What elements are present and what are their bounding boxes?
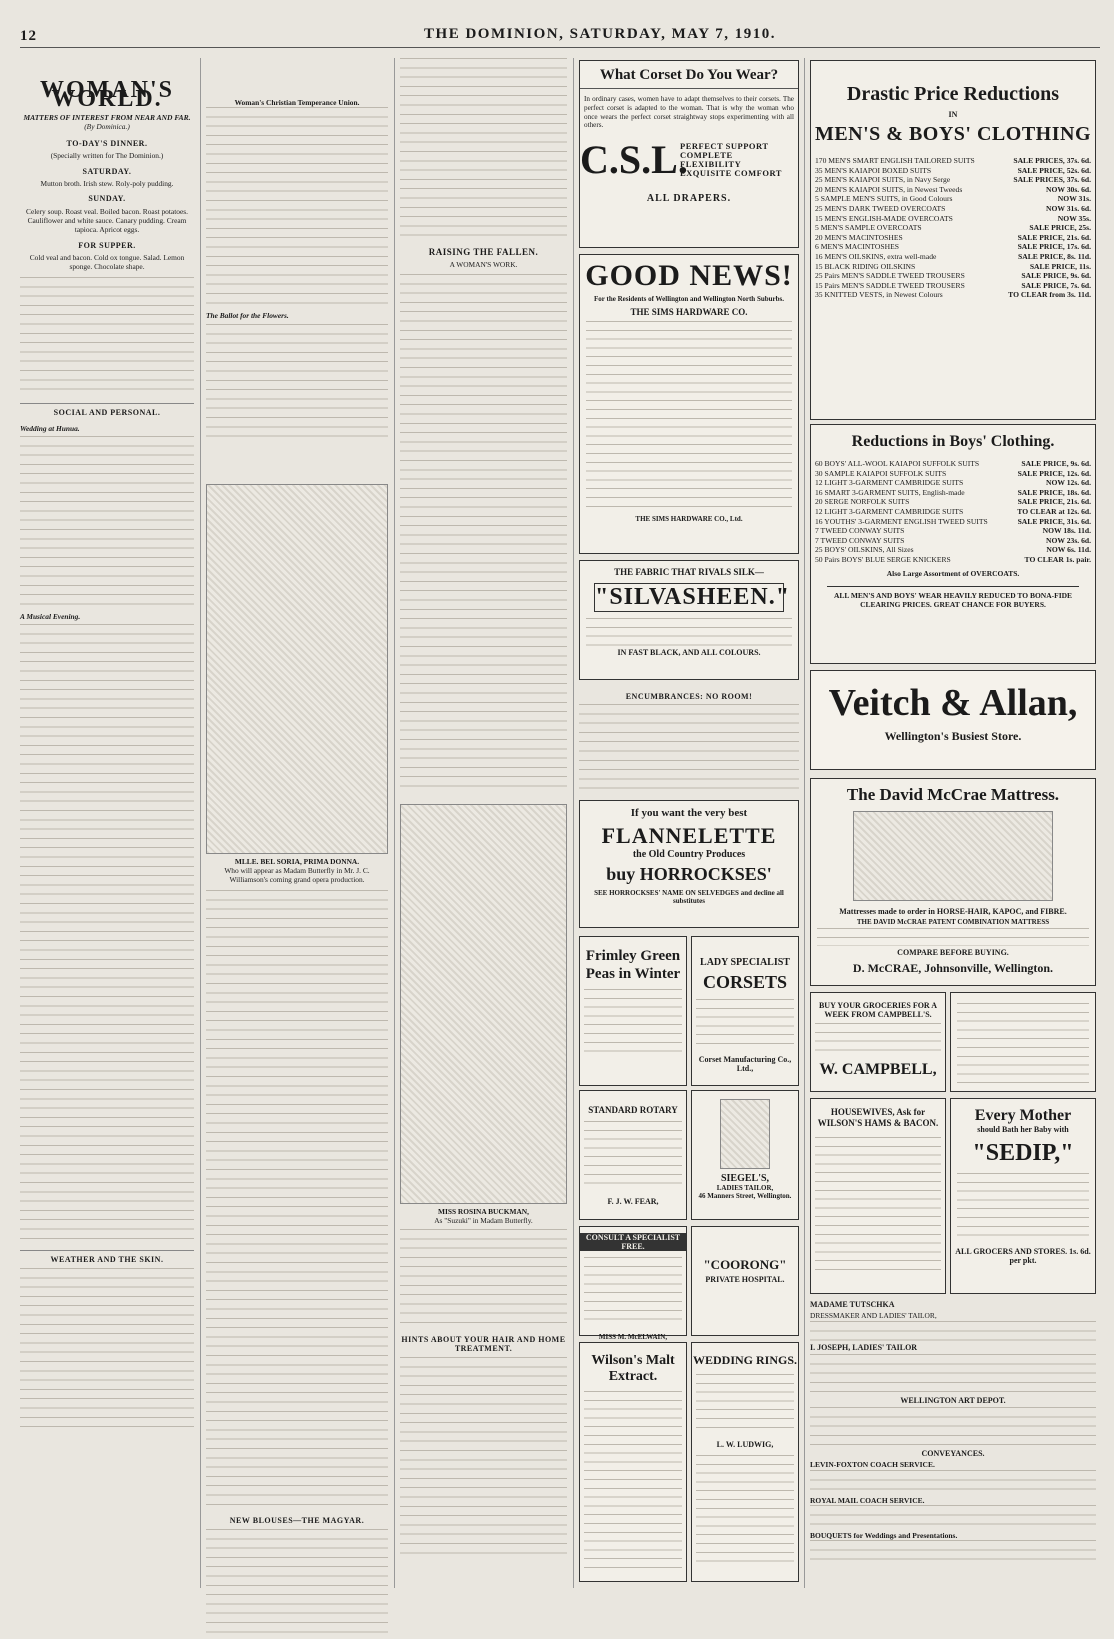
tailor-illustration: [720, 1099, 770, 1169]
raising-title: RAISING THE FALLEN.: [428, 247, 539, 257]
ad-corset-tag1: PERFECT SUPPORT: [680, 140, 769, 151]
ad-good-news-title: GOOD NEWS!: [585, 259, 793, 292]
ad-frimley-peas: [579, 936, 687, 1086]
price-list-item: [811, 194, 1095, 204]
price-list-item: [811, 271, 1095, 281]
price-list-item: [811, 281, 1095, 291]
sunday-heading: SUNDAY.: [88, 194, 126, 204]
ad-corset-tag2: COMPLETE FLEXIBILITY: [680, 149, 742, 169]
article-text-block: [400, 58, 567, 238]
hints-title: HINTS ABOUT YOUR HAIR AND HOME TREATMENT.: [401, 1335, 566, 1354]
section-subheading: MATTERS OF INTEREST FROM NEAR AND FAR.: [23, 112, 191, 122]
article-text-block: [20, 1268, 194, 1428]
price-item-label: 170 MEN'S SMART ENGLISH TAILORED SUITS: [815, 156, 975, 165]
price-item-label: 7 TWEED CONWAY SUITS: [815, 535, 905, 545]
ad-text-block: [584, 1257, 682, 1327]
ad-mcelwain: [579, 1226, 687, 1341]
price-list-item: [811, 290, 1095, 300]
price-list-item: [811, 262, 1095, 272]
ad-royal-coach: ROYAL MAIL COACH SERVICE.: [810, 1495, 925, 1505]
article-text-block: [400, 1357, 567, 1557]
ad-lady-specialist: [691, 936, 799, 1086]
ad-lady-firm: Corset Manufacturing Co., Ltd.,: [698, 1055, 792, 1073]
ad-good-news: [579, 254, 799, 554]
ad-bouquets-title: BOUQUETS for Weddings and Presentations.: [810, 1531, 958, 1541]
price-list-item: [811, 166, 1095, 176]
price-item-value: SALE PRICE, 52s. 6d.: [1017, 165, 1091, 175]
encumbrances-title: ENCUMBRANCES: NO ROOM!: [625, 692, 753, 701]
ad-boys-title: Reductions in Boys' Clothing.: [851, 433, 1055, 450]
ad-boys-clothing: [810, 424, 1096, 664]
price-list-item: [811, 459, 1095, 469]
ad-drastic-reductions: [810, 60, 1096, 420]
price-item-label: 12 LIGHT 3-GARMENT CAMBRIDGE SUITS: [815, 506, 964, 516]
price-list-item: [811, 545, 1095, 555]
price-item-value: NOW 31s.: [1057, 194, 1091, 204]
drastic-price-list: [811, 156, 1095, 300]
price-item-label: 25 Pairs MEN'S SADDLE TWEED TROUSERS: [815, 271, 965, 281]
ad-standard-rotary: [579, 1090, 687, 1220]
price-item-value: SALE PRICE, 8s. 11d.: [1017, 251, 1091, 261]
price-item-label: 16 MEN'S OILSKINS, extra well-made: [815, 251, 937, 261]
ad-lady-sub: CORSETS: [702, 972, 788, 992]
ad-good-news-sub: For the Residents of Wellington and Wellington North Suburbs.: [593, 295, 784, 303]
price-list-item: [811, 469, 1095, 479]
ad-siegel: [691, 1090, 799, 1220]
ad-drastic-sub: MEN'S & BOYS' CLOTHING: [814, 123, 1092, 145]
ad-levin-coach: LEVIN-FOXTON COACH SERVICE.: [810, 1460, 935, 1470]
price-item-value: SALE PRICE, 31s. 6d.: [1017, 516, 1091, 526]
sunday-menu: Celery soup. Roast veal. Boiled bacon. Roast potatoes. Cauliflower and white sauce. Canary pudding. Cream tapioca. Apricot eggs.: [26, 206, 188, 235]
ad-drastic-title: Drastic Price Reductions: [846, 83, 1060, 105]
price-item-value: SALE PRICES, 37s. 6d.: [1013, 175, 1091, 185]
ad-mcelwain-title: CONSULT A SPECIALIST FREE.: [580, 1233, 686, 1251]
price-item-value: TO CLEAR 1s. pair.: [1024, 554, 1091, 564]
saturday-heading: SATURDAY.: [82, 166, 132, 176]
price-item-label: 7 TWEED CONWAY SUITS: [815, 526, 905, 536]
price-item-value: NOW 31s. 6d.: [1045, 203, 1091, 213]
ad-text-block: [815, 1023, 941, 1057]
ad-wilsons-malt: [579, 1342, 687, 1582]
price-item-label: 35 MEN'S KAIAPOI BOXED SUITS: [815, 165, 932, 175]
ad-veitch-allan: [810, 670, 1096, 770]
ad-corset-body: In ordinary cases, women have to adapt themselves to their corsets. The perfect corset is adapted to the woman. That is why the woman who once wears the perfect corset straightway stops experimenting with all others.: [584, 95, 794, 130]
price-item-value: SALE PRICE, 11s.: [1029, 261, 1091, 271]
article-text-block: [206, 1529, 388, 1639]
ad-text-block: [586, 618, 792, 646]
price-item-value: NOW 18s. 11d.: [1042, 526, 1091, 536]
ad-text-block: [957, 1003, 1089, 1083]
ad-text-block: [957, 1173, 1089, 1243]
price-item-label: 35 KNITTED VESTS, in Newest Colours: [815, 290, 943, 300]
price-list-item: [811, 517, 1095, 527]
column-rule: [200, 58, 201, 1588]
price-item-label: 20 MEN'S KAIAPOI SUITS, in Newest Tweeds: [815, 184, 963, 194]
wedding-title: Wedding at Hunua.: [20, 423, 80, 433]
ad-text-block: [586, 321, 792, 511]
ad-campbell-lead: BUY YOUR GROCERIES FOR A WEEK FROM CAMPBELL'S.: [818, 1001, 938, 1019]
price-list-item: [811, 252, 1095, 262]
dinner-credit: (Specially written for The Dominion.): [50, 151, 164, 161]
ad-corset-brand: C.S.L.: [580, 137, 688, 183]
ad-text-block: [810, 1505, 1096, 1531]
ad-flannelette-buy: buy HORROCKSES': [606, 864, 772, 884]
price-item-label: 16 YOUTHS' 3-GARMENT ENGLISH TWEED SUITS: [815, 516, 988, 526]
price-list-item: [811, 204, 1095, 214]
supper-menu: Cold veal and bacon. Cold ox tongue. Salad. Lemon sponge. Chocolate shape.: [29, 252, 185, 272]
price-item-value: SALE PRICE, 9s. 6d.: [1021, 459, 1091, 468]
caption-buckman-sub: As "Suzuki" in Madam Butterfly.: [434, 1215, 533, 1225]
ad-rotary-firm: F. J. W. FEAR,: [607, 1197, 659, 1206]
ad-rings-title: WEDDING RINGS.: [692, 1353, 797, 1367]
ad-sedip-brand: "SEDIP,": [972, 1140, 1074, 1166]
ad-lady-title: LADY SPECIALIST: [700, 957, 790, 968]
ad-campbell-name: W. CAMPBELL,: [819, 1061, 937, 1078]
raising-sub: A WOMAN'S WORK.: [449, 260, 518, 270]
ad-overcoats: Also Large Assortment of OVERCOATS.: [886, 568, 1020, 578]
ad-veitch-name: Veitch & Allan,: [828, 682, 1078, 724]
ad-sedip-foot: ALL GROCERS AND STORES. 1s. 6d. per pkt.: [955, 1247, 1091, 1265]
caption-bel-soria: MLLE. BEL SORIA, PRIMA DONNA.: [234, 856, 360, 866]
ad-drastic-in: IN: [948, 110, 958, 119]
price-item-value: SALE PRICE, 21s. 6d.: [1017, 497, 1091, 507]
price-list-item: [811, 497, 1095, 507]
price-list-item: [811, 507, 1095, 517]
price-item-label: 12 LIGHT 3-GARMENT CAMBRIDGE SUITS: [815, 478, 964, 488]
boys-price-list: [811, 459, 1095, 565]
price-list-item: [811, 536, 1095, 546]
social-title: SOCIAL AND PERSONAL.: [20, 403, 194, 417]
price-item-label: 50 Pairs BOYS' BLUE SERGE KNICKERS: [815, 554, 951, 564]
ad-flannelette-brand: FLANNELETTE: [601, 823, 777, 848]
ad-campbell: [810, 992, 946, 1092]
price-item-value: SALE PRICE, 12s. 6d.: [1017, 468, 1091, 478]
caption-buckman: MISS ROSINA BUCKMAN,: [438, 1206, 529, 1216]
ballot-title: The Ballot for the Flowers.: [206, 311, 289, 321]
price-item-label: 15 MEN'S ENGLISH-MADE OVERCOATS: [815, 213, 953, 223]
article-text-block: [20, 277, 194, 397]
article-text-block: [20, 436, 194, 606]
ad-text-block: [696, 999, 794, 1049]
ad-good-news-firm: THE SIMS HARDWARE CO.: [630, 307, 748, 317]
supper-heading: FOR SUPPER.: [78, 240, 136, 250]
ad-conveyances-title: CONVEYANCES.: [921, 1449, 985, 1459]
portrait-illustration: [400, 804, 567, 1204]
ad-text-block: [696, 1455, 794, 1565]
ad-text-block: [810, 1354, 1096, 1394]
ad-dressmaker-sub: DRESSMAKER AND LADIES' TAILOR,: [810, 1311, 937, 1321]
article-text-block: [579, 704, 799, 794]
article-text-block: [20, 624, 194, 1244]
price-list-item: [811, 223, 1095, 233]
price-list-item: [811, 233, 1095, 243]
article-text-block: [400, 274, 567, 794]
ad-corset-tag3: EXQUISITE COMFORT: [680, 167, 782, 178]
price-item-label: 60 BOYS' ALL-WOOL KAIAPOI SUFFOLK SUITS: [815, 459, 980, 468]
ad-siegel-sub: LADIES TAILOR,: [716, 1184, 774, 1192]
ad-good-news-sign: THE SIMS HARDWARE CO., Ltd.: [635, 515, 743, 523]
ad-mccrae-combo: THE DAVID McCRAE PATENT COMBINATION MATTRESS: [856, 918, 1050, 926]
ad-sedip-lead: Every Mother: [974, 1107, 1072, 1124]
section-heading: WOMAN'S WORLD.: [40, 77, 174, 113]
price-list-item: [811, 214, 1095, 224]
price-item-label: 16 SMART 3-GARMENT SUITS, English-made: [815, 487, 965, 497]
musical-title: A Musical Evening.: [20, 612, 81, 622]
ad-mccrae-footer: D. McCRAE, Johnsonville, Wellington.: [852, 961, 1054, 975]
column-raising: [400, 58, 567, 1588]
price-list-item: [811, 555, 1095, 565]
ad-coorong: [691, 1226, 799, 1336]
portrait-illustration: [206, 484, 388, 854]
price-list-item: [811, 526, 1095, 536]
ad-corset: [579, 60, 799, 248]
column-rule: [394, 58, 395, 1588]
price-item-value: SALE PRICE, 9s. 6d.: [1021, 271, 1091, 281]
ad-corset-title: What Corset Do You Wear?: [580, 67, 798, 89]
price-item-value: SALE PRICE, 25s.: [1029, 223, 1091, 233]
ad-text-block: [810, 1407, 1096, 1447]
ad-silvasheen-brand: "SILVASHEEN.": [595, 584, 791, 610]
ad-siegel-firm: SIEGEL'S,: [720, 1173, 770, 1184]
price-list-item: [811, 185, 1095, 195]
price-list-item: [811, 175, 1095, 185]
column-wctu: [206, 58, 388, 1588]
caption-bel-soria-sub: Who will appear as Madam Butterfly in Mr. J. C. Williamson's coming grand opera production.: [224, 865, 370, 885]
ad-silvasheen-top: THE FABRIC THAT RIVALS SILK—: [614, 567, 764, 577]
ad-mccrae-title: The David McCrae Mattress.: [846, 785, 1060, 804]
ad-rotary-title: STANDARD ROTARY: [588, 1105, 678, 1115]
price-list-item: [811, 242, 1095, 252]
article-text-block: [206, 107, 388, 307]
ad-text-block: [810, 1470, 1096, 1496]
ad-silvasheen: [579, 560, 799, 680]
ad-mcelwain-name: MISS M. McELWAIN,: [598, 1333, 668, 1341]
ad-text-block: [696, 1374, 794, 1434]
price-item-value: SALE PRICES, 37s. 6d.: [1013, 156, 1091, 165]
price-item-value: SALE PRICE, 21s. 6d.: [1017, 232, 1091, 242]
ad-wilsons-hams: [810, 1098, 946, 1294]
ad-wilsons-title: Wilson's Malt Extract.: [591, 1353, 675, 1384]
price-item-value: SALE PRICE, 7s. 6d.: [1021, 280, 1091, 290]
column-rule: [804, 58, 805, 1588]
ad-wedding-rings: [691, 1342, 799, 1582]
price-list-item: [811, 156, 1095, 166]
price-item-label: 15 BLACK RIDING OILSKINS: [815, 261, 916, 271]
dinner-title: TO-DAY'S DINNER.: [66, 139, 148, 149]
price-item-value: TO CLEAR at 12s. 6d.: [1017, 506, 1091, 516]
column-rule: [573, 58, 574, 1588]
ad-text-block: [817, 928, 1089, 946]
price-list-item: [811, 478, 1095, 488]
ad-rings-name: L. W. LUDWIG,: [716, 1440, 774, 1449]
ad-horrockses: [579, 800, 799, 928]
price-item-label: 25 BOYS' OILSKINS, All Sizes: [815, 545, 914, 555]
ad-drastic-footer: ALL MEN'S AND BOYS' WEAR HEAVILY REDUCED TO BONA-FIDE CLEARING PRICES. GREAT CHANCE FOR BUYERS.: [827, 586, 1079, 609]
price-item-label: 5 MEN'S SAMPLE OVERCOATS: [815, 223, 922, 233]
encumbrances-article: [579, 686, 799, 796]
price-item-label: 25 MEN'S DARK TWEED OVERCOATS: [815, 203, 946, 213]
price-item-label: 15 Pairs MEN'S SADDLE TWEED TROUSERS: [815, 280, 965, 290]
ad-mccrae-compare: COMPARE BEFORE BUYING.: [897, 948, 1009, 957]
price-item-label: 25 MEN'S KAIAPOI SUITS, in Navy Serge: [815, 175, 951, 185]
byline: (By Dominica.): [84, 121, 130, 131]
masthead: [20, 26, 1100, 48]
ad-coorong-title: "COORONG": [703, 1257, 787, 1272]
saturday-menu: Mutton broth. Irish stew. Roly-poly pudding.: [40, 179, 174, 189]
weather-title: WEATHER AND THE SKIN.: [20, 1250, 194, 1264]
price-item-value: NOW 35s.: [1057, 213, 1091, 223]
ad-silvasheen-colours: IN FAST BLACK, AND ALL COLOURS.: [617, 648, 761, 657]
price-list-item: [811, 488, 1095, 498]
ad-campbell-addresses: [950, 992, 1096, 1092]
ad-tailor-title: I. JOSEPH, LADIES' TAILOR: [810, 1342, 918, 1352]
article-text-block: [206, 324, 388, 444]
ad-mccrae-mattress: [810, 778, 1096, 986]
price-item-value: NOW 30s. 6d.: [1045, 184, 1091, 194]
price-item-value: NOW 6s. 11d.: [1046, 545, 1091, 555]
ad-text-block: [584, 989, 682, 1059]
ad-flannelette-foot: SEE HORROCKSES' NAME ON SELVEDGES and decline all substitutes: [594, 889, 784, 905]
ad-art-title: WELLINGTON ART DEPOT.: [900, 1395, 1006, 1405]
price-item-value: NOW 12s. 6d.: [1045, 478, 1091, 488]
ad-flannelette-mid: the Old Country Produces: [632, 849, 746, 860]
price-item-value: SALE PRICE, 18s. 6d.: [1017, 487, 1091, 497]
classifieds-column: [810, 1300, 1096, 1586]
ad-peas-title: Frimley Green Peas in Winter: [585, 948, 681, 982]
wctu-title: Woman's Christian Temperance Union.: [234, 98, 360, 107]
ad-housewives-title: HOUSEWIVES, Ask for WILSON'S HAMS & BACON.: [817, 1107, 939, 1128]
ad-siegel-addr: 46 Manners Street, Wellington.: [698, 1192, 792, 1200]
ad-coorong-sub: PRIVATE HOSPITAL.: [705, 1275, 785, 1284]
ad-text-block: [815, 1137, 941, 1277]
ad-mccrae-body: Mattresses made to order in HORSE-HAIR, KAPOC, and FIBRE.: [839, 907, 1067, 916]
price-item-value: SALE PRICE, 17s. 6d.: [1017, 242, 1091, 252]
ad-flannelette-lead: If you want the very best: [630, 807, 748, 819]
ad-text-block: [810, 1321, 1096, 1341]
ad-sedip: [950, 1098, 1096, 1294]
ad-text-block: [810, 1540, 1096, 1566]
ad-veitch-tag: Wellington's Busiest Store.: [884, 729, 1022, 743]
newspaper-title: THE DOMINION, SATURDAY, MAY 7, 1910.: [424, 26, 776, 42]
price-item-label: 20 SERGE NORFOLK SUITS: [815, 497, 910, 507]
price-item-label: 6 MEN'S MACINTOSHES: [815, 242, 899, 252]
ad-text-block: [584, 1391, 682, 1571]
price-item-label: 20 MEN'S MACINTOSHES: [815, 232, 903, 242]
ad-corset-footer: ALL DRAPERS.: [646, 193, 732, 205]
column-womans-world: [20, 58, 194, 1588]
ad-dressmaker-title: MADAME TUTSCHKA: [810, 1300, 895, 1309]
article-text-block: [206, 890, 388, 1510]
mattress-illustration: [853, 811, 1053, 901]
page-number: 12: [20, 28, 37, 44]
price-item-value: TO CLEAR from 3s. 11d.: [1008, 290, 1091, 300]
blouses-title: NEW BLOUSES—THE MAGYAR.: [229, 1516, 365, 1526]
price-item-label: 5 SAMPLE MEN'S SUITS, in Good Colours: [815, 194, 953, 204]
price-item-label: 30 SAMPLE KAIAPOI SUFFOLK SUITS: [815, 468, 947, 478]
price-item-value: NOW 23s. 6d.: [1045, 535, 1091, 545]
article-text-block: [400, 1229, 567, 1329]
ad-text-block: [584, 1121, 682, 1191]
ad-sedip-sub: should Bath her Baby with: [977, 1125, 1069, 1134]
